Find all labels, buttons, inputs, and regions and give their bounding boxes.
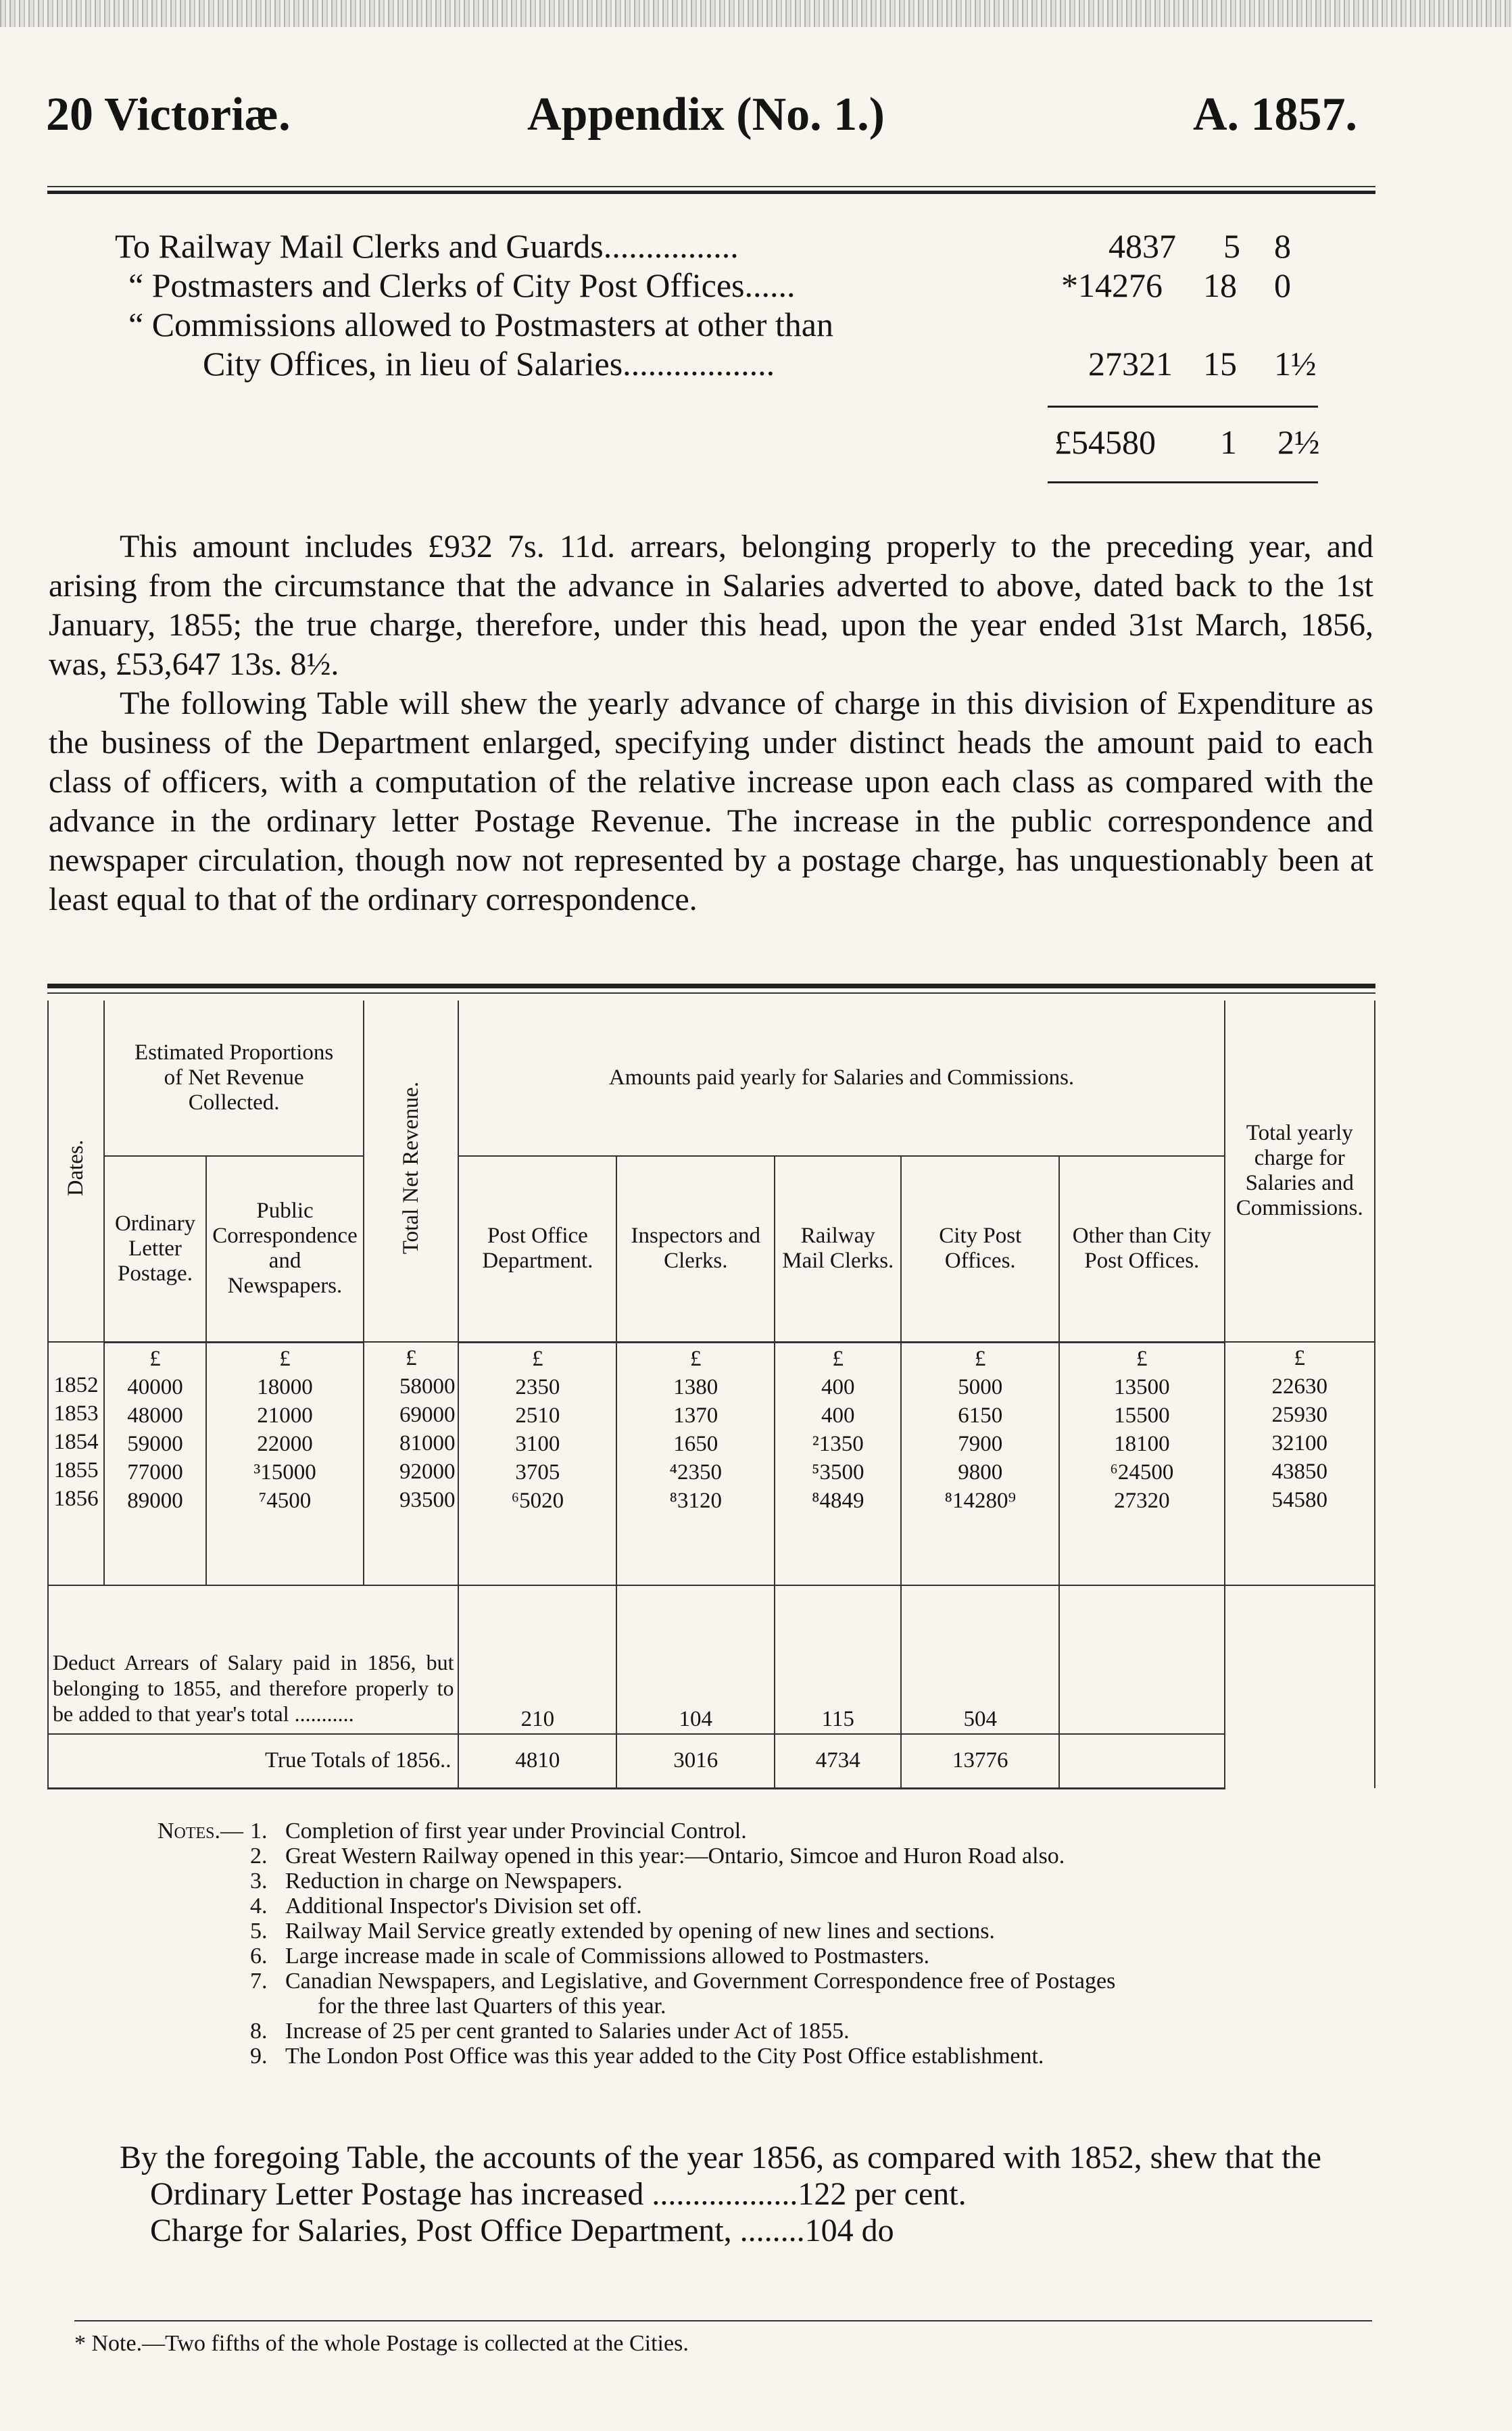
notes-spacer [95,1844,250,1869]
currency-symbol: £ [1136,1346,1148,1371]
note-item [95,2044,1115,2069]
note-number: 3. [250,1869,268,1894]
city-value: 6150 [958,1403,1003,1428]
col-other-header: Other than City Post Offices. [1059,1156,1224,1342]
total-net-column [364,1342,458,1585]
year-cell: 1855 [53,1458,99,1483]
total-charge-column [1225,1342,1375,1585]
deduct-city: 504 [901,1585,1059,1734]
ordinary-value: 48000 [127,1403,183,1428]
account-total-pounds: £54580 [1054,423,1156,461]
total-charge-value: 25930 [1271,1403,1327,1427]
conclusion-line-2: Charge for Salaries, Post Office Department, ........104 do [150,2213,894,2248]
currency-symbol: £ [832,1346,844,1371]
dates-column [48,1342,104,1585]
note-text: Increase of 25 per cent granted to Salaries under Act of 1855. [285,2019,850,2044]
footnote-rule [74,2320,1372,2321]
notes-spacer [95,1969,250,1994]
note-text: Railway Mail Service greatly extended by opening of new lines and sections. [285,1919,995,1944]
inspectors-column [616,1342,775,1585]
sum-rule [1048,406,1318,408]
total-charge-value: 43850 [1271,1460,1327,1484]
ordinary-value: 77000 [127,1460,183,1485]
col-inspectors-header: Inspectors and Clerks. [616,1156,775,1342]
notes-label: Notes.— [157,1819,243,1844]
account-pence-3: 1½ [1274,345,1317,383]
notes-spacer [95,1869,250,1894]
note-number: 2. [250,1844,268,1869]
note-text: Reduction in charge on Newspapers. [285,1869,623,1894]
note-item [95,1944,1115,1969]
city-value: 5000 [958,1374,1003,1399]
header-center: Appendix (No. 1.) [527,89,885,141]
inspectors-value: 1380 [673,1374,718,1399]
inspectors-value: 1370 [673,1403,718,1428]
true-totals-label: True Totals of 1856.. [48,1734,458,1788]
header-rule [47,191,1375,194]
note-number: 8. [250,2019,268,2044]
note-number: 9. [250,2044,268,2069]
account-shillings-2: 18 [1203,266,1237,304]
col-total-charge-header: Total yearly charge for Salaries and Commissions. [1225,1001,1375,1342]
year-cell: 1854 [53,1430,99,1454]
city-column [901,1342,1059,1585]
true-total-other [1059,1734,1224,1788]
public-column [206,1342,364,1585]
city-value: 9800 [958,1460,1003,1485]
post-office-value: 3705 [515,1460,560,1485]
total-net-value: 92000 [399,1460,456,1484]
note-text-continued: for the three last Quarters of this year. [318,1994,666,2019]
other-column [1059,1342,1224,1585]
year-cell: 1852 [53,1373,99,1397]
note-number: 4. [250,1894,268,1919]
inspectors-value: 1650 [673,1431,718,1456]
account-line-3b: City Offices, in lieu of Salaries.................. [203,345,775,383]
notes-spacer [95,2044,250,2069]
inspectors-value: ⁴2350 [669,1460,723,1485]
note-item [95,1819,1115,1844]
account-total-pence: 2½ [1277,423,1320,461]
paragraph-arrears: This amount includes £932 7s. 11d. arrears, belonging properly to the preceding year, and arising from the circumstance that the advance in Salaries adverted to above, dated back to the 1st January, 1855; the true charge, therefore, under this head, upon the year ended 31st March, 1856, was, £53,647 13s. 8½. [49,529,1373,682]
note-number: 7. [250,1969,268,1994]
header-rule-top [47,186,1375,187]
col-city-header: City Post Offices. [901,1156,1059,1342]
post-office-value: 2350 [515,1374,560,1399]
year-cell: 1856 [53,1487,99,1511]
inspectors-value: ⁸3120 [669,1488,723,1513]
conclusion-line-1: Ordinary Letter Postage has increased ..................122 per cent. [150,2176,967,2212]
col-post-office-header: Post Office Department. [458,1156,616,1342]
account-line-1: To Railway Mail Clerks and Guards................ [115,227,739,265]
total-charge-value: 54580 [1271,1488,1327,1512]
account-pounds-1: 4837 [1108,227,1176,265]
note-text: The London Post Office was this year added to the City Post Office establishment. [285,2044,1044,2069]
post-office-value: ⁶5020 [511,1488,564,1513]
col-ordinary-header: Ordinary Letter Postage. [104,1156,206,1342]
other-value: 18100 [1114,1431,1170,1456]
other-value: 13500 [1114,1374,1170,1399]
deduct-post-office: 210 [458,1585,616,1734]
ordinary-column [104,1342,206,1585]
account-shillings-3: 15 [1203,345,1237,383]
note-number: 1. [250,1819,268,1844]
public-value: 22000 [257,1431,313,1456]
col-dates-header: Dates. [48,1001,104,1342]
table-rule-top-thin [47,992,1375,994]
conclusion [49,2140,1373,2249]
body-text [49,527,1373,919]
notes [95,1819,1115,2069]
post-office-value: 3100 [515,1431,560,1456]
ordinary-value: 89000 [127,1488,183,1513]
account-pence-2: 0 [1274,266,1291,304]
total-net-value: 69000 [399,1403,456,1427]
account-pounds-2: *14276 [1061,266,1163,304]
public-value: ³15000 [253,1460,316,1485]
true-total-railway: 4734 [775,1734,901,1788]
true-total-city: 13776 [901,1734,1059,1788]
currency-symbol: £ [406,1346,417,1370]
note-text: Large increase made in scale of Commissions allowed to Postmasters. [285,1944,930,1969]
total-charge-value: 32100 [1271,1431,1327,1455]
deduct-other [1059,1585,1224,1734]
notes-spacer [95,1894,250,1919]
true-total-charge [1225,1734,1375,1788]
total-rule [1048,481,1318,483]
footnote: * Note.—Two fifths of the whole Postage is collected at the Cities. [74,2331,689,2356]
note-item [95,2019,1115,2044]
paragraph-table-intro: The following Table will shew the yearly advance of charge in this division of Expenditure as the business of the Department enlarged, specifying under distinct heads the amount paid to each class of officers, with a computation of the relative increase upon each class as compared with the advance in the ordinary letter Postage Revenue. The increase in the public correspondence and newspaper circulation, though now not represented by a postage charge, has unquestionably been at least equal to that of the ordinary correspondence. [49,685,1373,917]
ordinary-value: 59000 [127,1431,183,1456]
note-item [95,1869,1115,1894]
header-left: 20 Victoriæ. [46,89,291,141]
railway-value: ⁸4849 [812,1488,864,1513]
note-number: 6. [250,1944,268,1969]
deduct-total [1225,1585,1375,1734]
railway-value: 400 [821,1403,855,1428]
currency-symbol: £ [690,1346,702,1371]
note-item [95,1894,1115,1919]
year-cell: 1853 [53,1401,99,1426]
deduct-label: Deduct Arrears of Salary paid in 1856, but belonging to 1855, and therefore properly to be added to that year's total ........... [48,1585,458,1734]
total-net-value: 93500 [399,1488,456,1512]
col-railway-header: Railway Mail Clerks. [775,1156,901,1342]
currency-symbol: £ [532,1346,543,1371]
true-total-inspectors: 3016 [616,1734,775,1788]
city-value: 7900 [958,1431,1003,1456]
city-value: ⁸14280⁹ [944,1488,1017,1513]
account-shillings-1: 5 [1223,227,1240,265]
currency-symbol: £ [279,1346,291,1371]
railway-value: ²1350 [812,1431,864,1456]
account-total-shillings: 1 [1220,423,1237,461]
note-number: 5. [250,1919,268,1944]
table-rule-top [47,984,1375,988]
note-text: Completion of first year under Provincial Control. [285,1819,747,1844]
account-pounds-3: 27321 [1088,345,1173,383]
note-item [95,1919,1115,1944]
other-value: 27320 [1114,1488,1170,1513]
col-total-net-header: Total Net Revenue. [364,1001,458,1342]
salaries-table [47,1001,1375,1789]
header-right: A. 1857. [1193,89,1358,141]
total-charge-value: 22630 [1271,1374,1327,1399]
scan-noise [0,0,1512,27]
deduct-railway: 115 [775,1585,901,1734]
note-item [95,1844,1115,1869]
account-line-3a: “ Commissions allowed to Postmasters at other than [128,306,833,343]
note-text: Additional Inspector's Division set off. [285,1894,642,1919]
total-net-value: 81000 [399,1431,456,1455]
col-estimated-header: Estimated Proportions of Net Revenue Collected. [104,1001,364,1156]
note-item [95,1969,1115,1994]
ordinary-value: 40000 [127,1374,183,1399]
notes-spacer [95,2019,250,2044]
notes-spacer [95,1919,250,1944]
conclusion-intro: By the foregoing Table, the accounts of the year 1856, as compared with 1852, shew that the [120,2140,1321,2175]
public-value: 18000 [257,1374,313,1399]
notes-spacer [95,1944,250,1969]
deduct-inspectors: 104 [616,1585,775,1734]
total-net-value: 58000 [399,1374,456,1399]
public-value: ⁷4500 [258,1488,312,1513]
col-amounts-header: Amounts paid yearly for Salaries and Commissions. [458,1001,1224,1156]
other-value: ⁶24500 [1110,1460,1174,1485]
railway-value: 400 [821,1374,855,1399]
post-office-column [458,1342,616,1585]
note-text: Canadian Newspapers, and Legislative, and Government Correspondence free of Postages [285,1969,1116,1994]
true-total-post-office: 4810 [458,1734,616,1788]
currency-symbol: £ [149,1346,161,1371]
col-public-header: Public Correspondence and Newspapers. [206,1156,364,1342]
note-text: Great Western Railway opened in this year:—Ontario, Simcoe and Huron Road also. [285,1844,1065,1869]
account-line-2: “ Postmasters and Clerks of City Post Offices...... [128,266,796,304]
currency-symbol: £ [975,1346,986,1371]
public-value: 21000 [257,1403,313,1428]
currency-symbol: £ [1294,1346,1305,1370]
post-office-value: 2510 [515,1403,560,1428]
railway-column [775,1342,901,1585]
railway-value: ⁵3500 [812,1460,864,1485]
other-value: 15500 [1114,1403,1170,1428]
account-pence-1: 8 [1274,227,1291,265]
